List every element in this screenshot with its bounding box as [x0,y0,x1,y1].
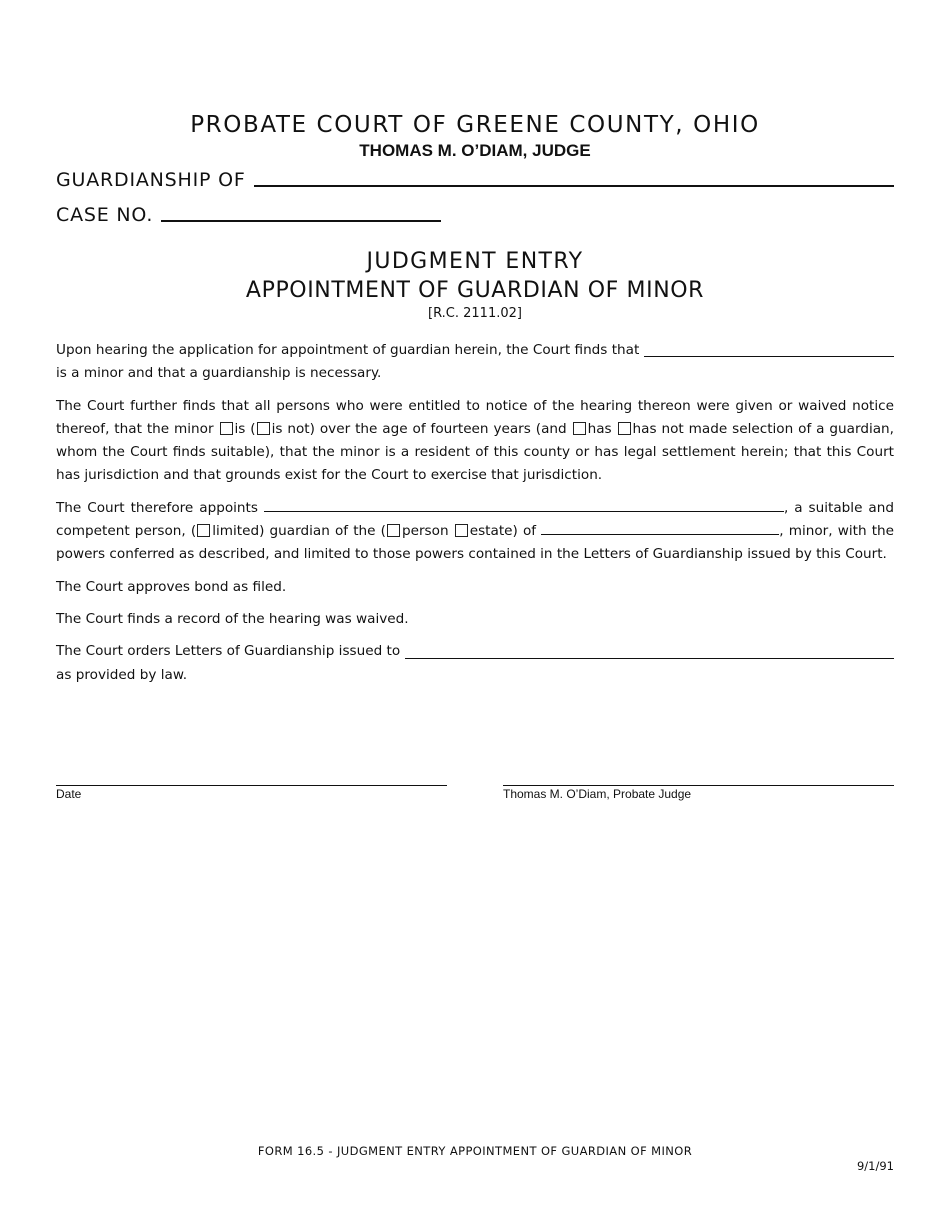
p1-text-a: Upon hearing the application for appointment of guardian herein, the Court finds that [56,342,640,358]
title-line-2: APPOINTMENT OF GUARDIAN OF MINOR [245,278,705,303]
p3-text-c: limited) guardian of the ( [212,523,386,540]
guardianship-row [56,169,894,191]
paragraph-3 [56,497,894,567]
p3-text-d: , minor, with the powers conferred as described, and limited to those powers contained in the Letters of Guardianship issued by this Court. [56,523,895,563]
letters-issued-to-field[interactable] [405,658,894,659]
p2-is: is ( [234,420,256,437]
guardianship-field[interactable] [254,185,894,187]
is-not-checkbox[interactable] [257,422,270,435]
limited-checkbox[interactable] [197,524,210,537]
p3-text-b: , a suitable and competent person, ( [56,499,894,540]
case-row [56,204,441,226]
p1-line-1 [56,339,894,362]
p6-line-1 [56,640,894,663]
has-checkbox[interactable] [573,422,586,435]
judge-signature-line[interactable] [503,785,894,786]
p2-text-a: The Court further finds that all persons who were entitled to notice of the hearing thereon were given or waived notice thereof, that the minor [56,397,894,437]
bond-paragraph: The Court approves bond as filed. [56,578,287,595]
ward-name-field[interactable] [541,520,779,535]
court-name: PROBATE COURT OF GREENE COUNTY, OHIO [190,112,760,138]
estate-checkbox[interactable] [455,524,468,537]
date-signature-line[interactable] [56,785,447,786]
guardianship-label: GUARDIANSHIP OF [56,169,246,191]
case-number-field[interactable] [161,220,441,222]
form-body [56,339,894,696]
p6-text-b: as provided by law. [56,666,188,683]
p3-text-a: The Court therefore appoints [56,499,258,516]
form-footer: FORM 16.5 - JUDGMENT ENTRY APPOINTMENT OF GUARDIAN OF MINOR [257,1144,693,1158]
p1-text-b: is a minor and that a guardianship is necessary. [56,365,382,382]
revision-date: 9/1/91 [856,1159,894,1173]
has-not-checkbox[interactable] [618,422,631,435]
judge-name: THOMAS M. O’DIAM, JUDGE [359,141,591,160]
statute-citation: [R.C. 2111.02] [428,306,522,321]
p2-hasnot: has not made selection of a guardian, whom the Court finds suitable), that the minor is a resident of this county or has legal settlement herein; that this Court has jurisdiction and that grounds exist for the Court to exercise that jurisdiction. [56,420,894,484]
paragraph-2 [56,395,894,488]
guardian-name-field[interactable] [264,497,784,512]
date-label: Date [56,787,82,801]
p6-text-a: The Court orders Letters of Guardianship issued to [56,643,401,660]
p2-isnot: is not) over the age of fourteen years (and [271,420,567,437]
p3-person: person [401,523,449,540]
minor-name-field[interactable] [644,356,894,357]
p3-estate: estate) of [469,523,537,540]
record-paragraph: The Court finds a record of the hearing was waived. [56,610,409,627]
judge-signature-label: Thomas M. O’Diam, Probate Judge [503,787,692,801]
p2-has: has [587,420,612,437]
case-label: CASE NO. [56,204,154,226]
is-checkbox[interactable] [220,422,233,435]
person-checkbox[interactable] [387,524,400,537]
title-line-1: JUDGMENT ENTRY [366,249,584,274]
